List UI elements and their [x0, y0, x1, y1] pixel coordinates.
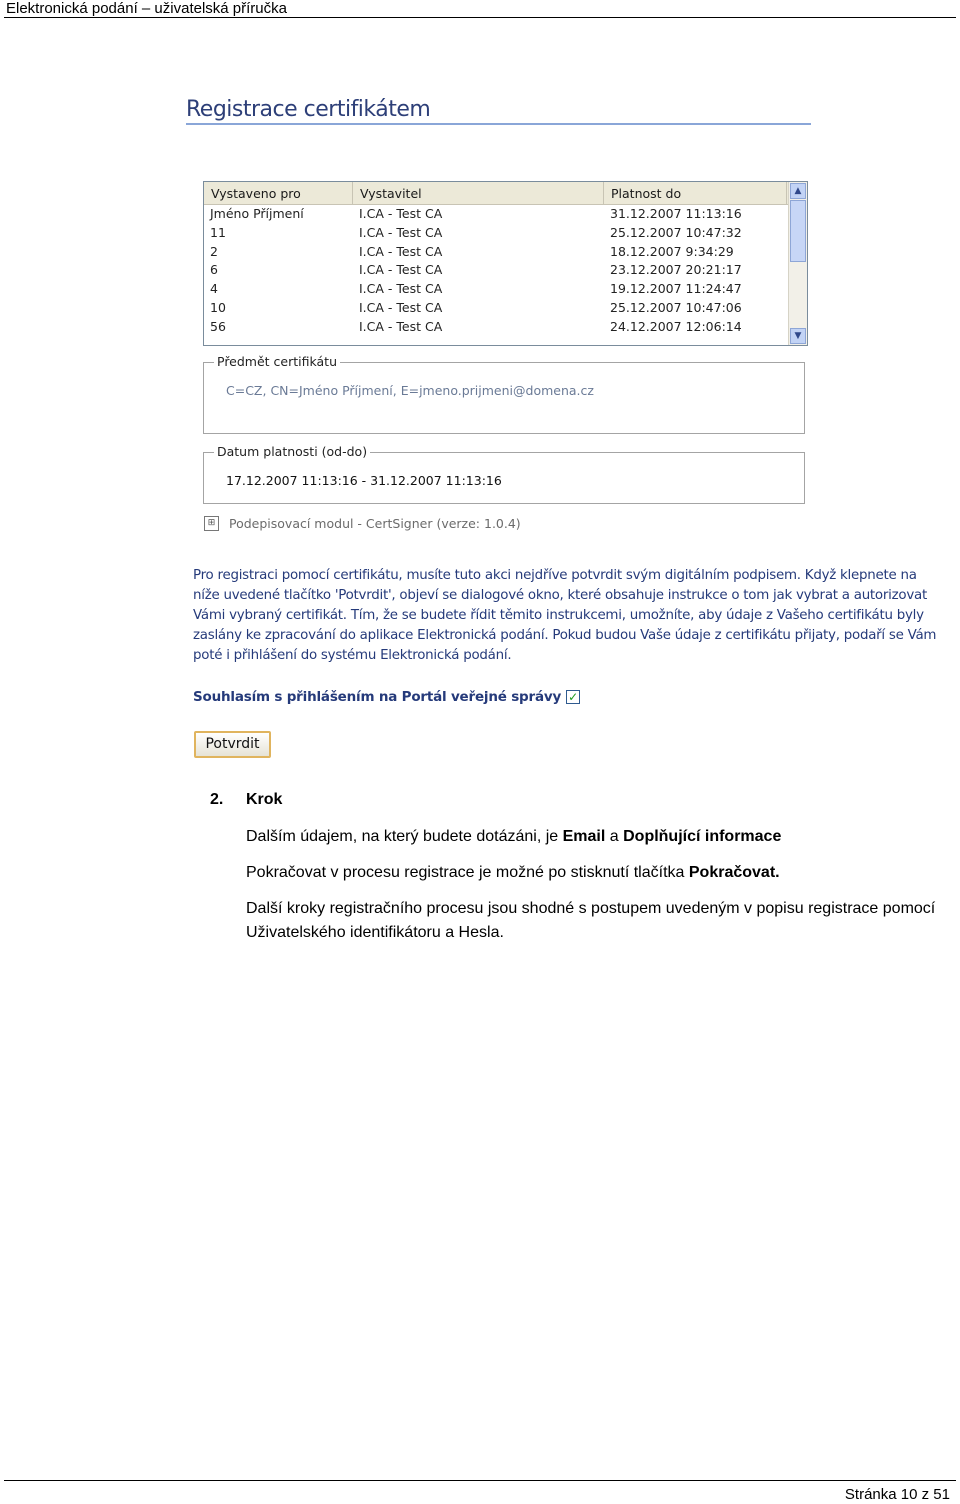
paragraph-next-steps: Další kroky registračního procesu jsou shodné s postupem uvedeným v popisu registrace pomocí Uživatelského identifikátoru a Hesla.	[246, 900, 936, 941]
cell-issued-to: 4	[210, 281, 218, 297]
table-row[interactable]	[204, 224, 807, 243]
table-row[interactable]	[204, 280, 807, 299]
screenshot-title-underline	[186, 123, 811, 125]
cell-issued-to: 6	[210, 262, 218, 278]
header-divider	[4, 17, 956, 18]
paragraph-email-info	[246, 825, 952, 849]
certificate-subject-group	[203, 354, 805, 434]
paragraph-continue-info	[246, 861, 952, 885]
signer-module-info	[204, 516, 521, 531]
paragraph-text: Pokračovat v procesu registrace je možné po stisknutí tlačítka	[246, 864, 689, 881]
cell-issuer: I.CA - Test CA	[359, 243, 443, 259]
paragraph-text: a	[605, 828, 624, 845]
document-header-title: Elektronická podání – uživatelská příručka	[6, 0, 287, 17]
certificate-icon: ⊞	[204, 516, 219, 531]
table-row[interactable]	[204, 318, 807, 337]
certificate-subject-label: Předmět certifikátu	[214, 354, 340, 369]
chevron-down-icon[interactable]: ▼	[790, 328, 806, 344]
cell-issued-to: 56	[210, 318, 226, 334]
confirm-button[interactable]: Potvrdit	[194, 731, 271, 758]
certificate-table[interactable]	[203, 181, 808, 346]
cell-issuer: I.CA - Test CA	[359, 299, 443, 315]
column-header-issued-to[interactable]: Vystaveno pro	[204, 182, 353, 204]
cell-issuer: I.CA - Test CA	[359, 281, 443, 297]
cell-issued-to: 2	[210, 243, 218, 259]
consent-label: Souhlasím s přihlášením na Portál veřejné správy	[193, 689, 562, 705]
column-header-issuer[interactable]: Vystavitel	[353, 182, 604, 204]
table-row[interactable]	[204, 243, 807, 262]
cell-issuer: I.CA - Test CA	[359, 224, 443, 240]
certificate-table-header	[204, 182, 807, 205]
table-scrollbar[interactable]	[788, 182, 807, 345]
cell-issued-to: Jméno Příjmení	[210, 206, 304, 221]
cell-issuer: I.CA - Test CA	[359, 206, 443, 221]
screenshot-title: Registrace certifikátem	[186, 97, 431, 122]
chevron-up-icon[interactable]: ▲	[790, 183, 806, 199]
certificate-subject-value: C=CZ, CN=Jméno Příjmení, E=jmeno.prijmeni@domena.cz	[226, 383, 594, 398]
cell-issuer: I.CA - Test CA	[359, 262, 443, 278]
cell-valid-until: 23.12.2007 20:21:17	[610, 262, 742, 278]
cell-issuer: I.CA - Test CA	[359, 318, 443, 334]
signer-module-label: Podepisovací modul - CertSigner (verze: 1.0.4)	[229, 516, 521, 531]
step-heading	[210, 791, 282, 809]
consent-row	[193, 689, 580, 705]
additional-info-term: Doplňující informace	[623, 828, 782, 845]
consent-checkbox[interactable]	[566, 690, 580, 704]
cell-valid-until: 18.12.2007 9:34:29	[610, 243, 734, 259]
column-header-valid-until[interactable]: Platnost do	[604, 182, 787, 204]
validity-period-value: 17.12.2007 11:13:16 - 31.12.2007 11:13:16	[226, 473, 502, 488]
validity-period-group	[203, 444, 805, 504]
cell-valid-until: 25.12.2007 10:47:06	[610, 299, 742, 315]
cell-valid-until: 19.12.2007 11:24:47	[610, 281, 742, 297]
checkmark-icon: ✓	[568, 690, 579, 704]
cell-valid-until: 31.12.2007 11:13:16	[610, 206, 742, 221]
table-row[interactable]	[204, 205, 807, 224]
registration-instructions: Pro registraci pomocí certifikátu, musíte tuto akci nejdříve potvrdit svým digitálním podpisem. Když klepnete na níže uvedené tlačítko 'Potvrdit', objeví se dialogové okno, které obsahuje instrukce o tom jak vybrat a autorizovat Vámi vybraný certifikát. Tím, že se budete řídit těmito instrukcemi, umožníte, aby údaje z Vašeho certifikátu byly zaslány ke zpracování do aplikace Elektronická podání. Pokud budou Vaše údaje z certifikátu přijaty, podaří se Vám poté i přihlášení do systému Elektronická podání.	[193, 568, 937, 663]
page-number: Stránka 10 z 51	[844, 1486, 950, 1503]
validity-period-label: Datum platnosti (od-do)	[214, 444, 370, 459]
table-row[interactable]	[204, 261, 807, 280]
cell-issued-to: 10	[210, 299, 226, 315]
scrollbar-thumb[interactable]	[790, 200, 806, 262]
step-title: Krok	[246, 791, 283, 808]
email-term: Email	[562, 828, 606, 845]
paragraph-text: Dalším údajem, na který budete dotázáni, je	[246, 828, 563, 845]
cell-valid-until: 25.12.2007 10:47:32	[610, 224, 742, 240]
step-number: 2.	[210, 791, 224, 808]
table-row[interactable]	[204, 299, 807, 318]
cell-valid-until: 24.12.2007 12:06:14	[610, 318, 742, 334]
footer-divider	[4, 1480, 956, 1481]
cell-issued-to: 11	[210, 224, 226, 240]
continue-term: Pokračovat.	[688, 864, 780, 881]
